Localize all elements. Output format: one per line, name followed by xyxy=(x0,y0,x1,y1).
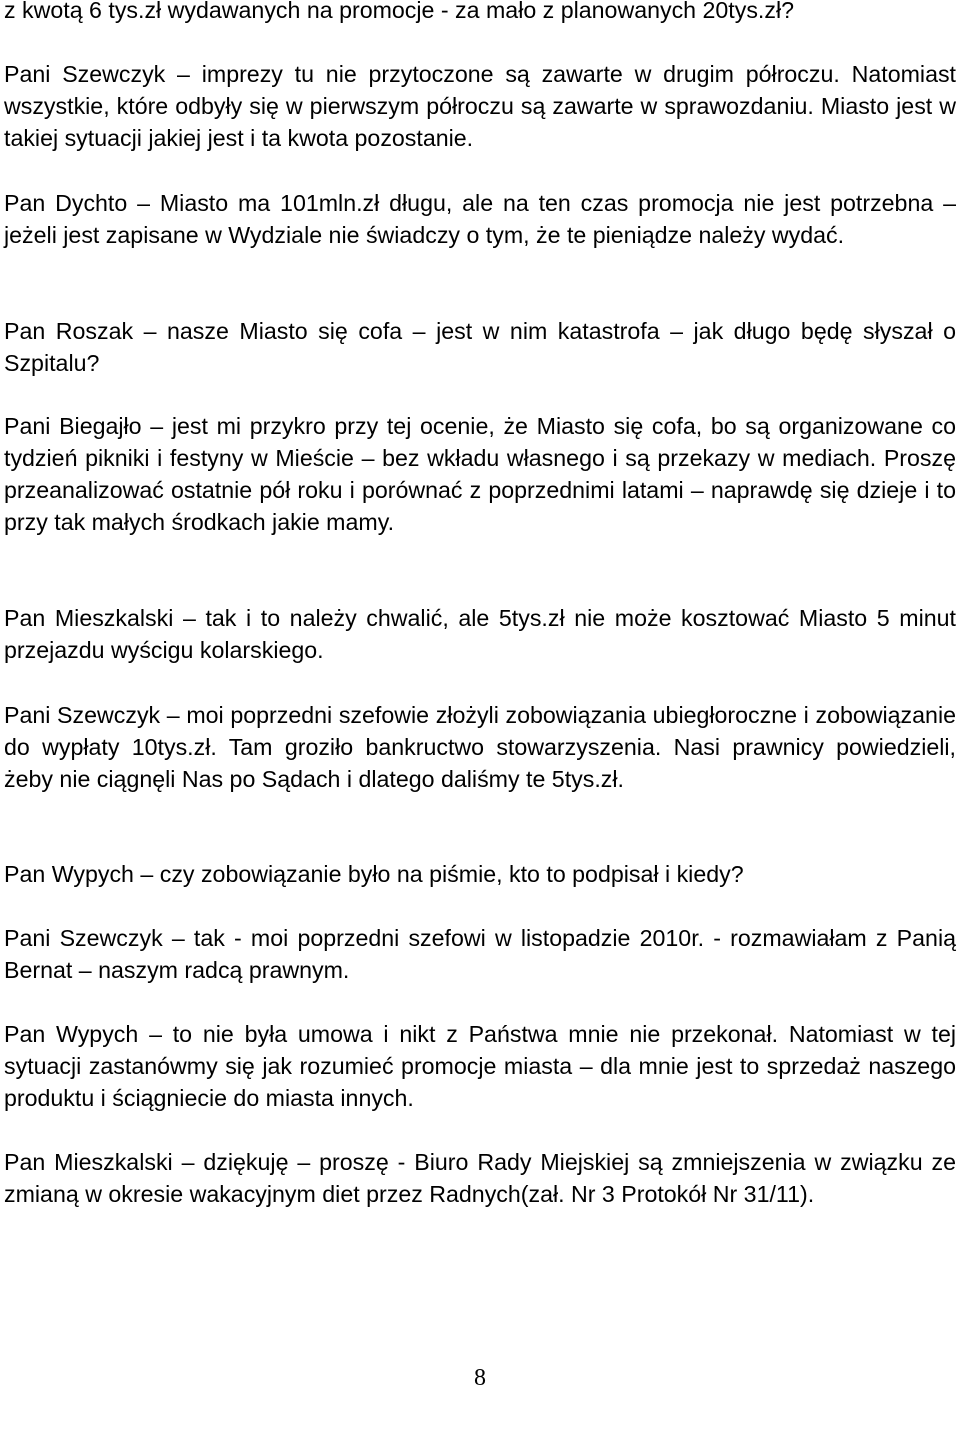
paragraph-mieszkalski-1: Pan Mieszkalski – tak i to należy chwalić, ale 5tys.zł nie może kosztować Miasto 5 minut przejazdu wyścigu kolarskiego. xyxy=(4,605,956,663)
paragraph-dychto: Pan Dychto – Miasto ma 101mln.zł długu, ale na ten czas promocja nie jest potrzebna – jeżeli jest zapisane w Wydziale nie świadczy o tym, że te pieniądze należy wydać. xyxy=(4,190,956,248)
paragraph-roszak: Pan Roszak – nasze Miasto się cofa – jest w nim katastrofa – jak długo będę słyszał o Szpitalu? xyxy=(4,318,956,376)
paragraph-szewczyk-1: Pani Szewczyk – imprezy tu nie przytoczone są zawarte w drugim półroczu. Natomiast wszystkie, które odbyły się w pierwszym półroczu są zawarte w sprawozdaniu. Miasto jest w takiej sytuacji jakiej jest i ta kwota pozostanie. xyxy=(4,61,956,151)
paragraph-szewczyk-3: Pani Szewczyk – tak - moi poprzedni szefowi w listopadzie 2010r. - rozmawiałam z Panią Bernat – naszym radcą prawnym. xyxy=(4,925,956,983)
page-number: 8 xyxy=(474,1365,486,1391)
paragraph-continuation: z kwotą 6 tys.zł wydawanych na promocje - za mało z planowanych 20tys.zł? xyxy=(4,0,795,23)
paragraph-biegajlo: Pani Biegajło – jest mi przykro przy tej ocenie, że Miasto się cofa, bo są organizowane co tydzień pikniki i festyny w Mieście – bez wkładu własnego i są przekazy w mediach. Proszę przeanalizować ostatnie pół roku i porównać z poprzednimi latami – naprawdę się dzieje i to przy tak małych środkach jakie mamy. xyxy=(4,413,956,535)
paragraph-szewczyk-2: Pani Szewczyk – moi poprzedni szefowie złożyli zobowiązania ubiegłoroczne i zobowiązanie do wypłaty 10tys.zł. Tam groziło bankructwo stowarzyszenia. Nasi prawnicy powiedzieli, żeby nie ciągnęli Nas po Sądach i dlatego daliśmy te 5tys.zł. xyxy=(4,702,956,792)
paragraph-wypych-2: Pan Wypych – to nie była umowa i nikt z Państwa mnie nie przekonał. Natomiast w tej sytuacji zastanówmy się jak rozumieć promocje miasta – dla mnie jest to sprzedaż naszego produktu i ściągniecie do miasta innych. xyxy=(4,1021,956,1111)
paragraph-wypych-1: Pan Wypych – czy zobowiązanie było na piśmie, kto to podpisał i kiedy? xyxy=(4,861,744,887)
paragraph-mieszkalski-2: Pan Mieszkalski – dziękuję – proszę - Biuro Rady Miejskiej są zmniejszenia w związku ze zmianą w okresie wakacyjnym diet przez Radnych(zał. Nr 3 Protokół Nr 31/11). xyxy=(4,1149,956,1207)
